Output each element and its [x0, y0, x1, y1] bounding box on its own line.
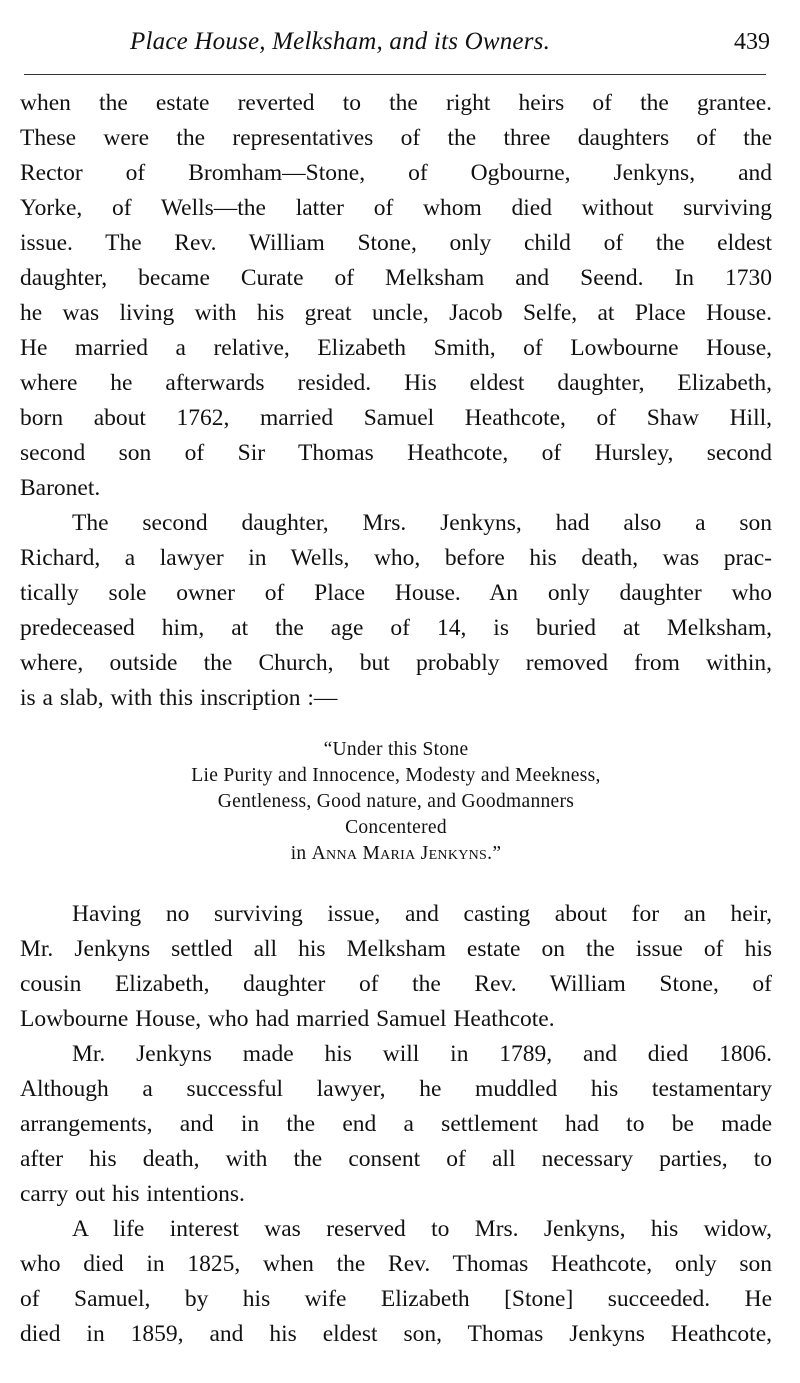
- text-line: where, outside the Church, but probably removed from within,: [20, 650, 772, 676]
- inscription-name: Anna Maria Jenkyns: [311, 843, 488, 864]
- inscription-line: Lie Purity and Innocence, Modesty and Meekness,: [191, 765, 601, 786]
- paragraph: [20, 897, 772, 1037]
- paragraph: [20, 86, 772, 506]
- text-line: Rector of Bromham—Stone, of Ogbourne, Jenkyns, and: [20, 160, 772, 186]
- text-line: he was living with his great uncle, Jacob Selfe, at Place House.: [20, 300, 772, 326]
- inscription-line: Concentered: [345, 817, 447, 838]
- header-rule: [24, 74, 766, 75]
- running-title: Place House, Melksham, and its Owners.: [130, 28, 551, 55]
- text-line: tically sole owner of Place House. An only daughter who: [20, 580, 772, 606]
- text-line: who died in 1825, when the Rev. Thomas Heathcote, only son: [20, 1251, 772, 1277]
- text-line: is a slab, with this inscription :—: [20, 685, 338, 711]
- inscription: [20, 737, 772, 867]
- text-line: Yorke, of Wells—the latter of whom died without surviving: [20, 195, 772, 221]
- inscription-line: [20, 841, 772, 867]
- text-line: Lowbourne House, who had married Samuel Heathcote.: [20, 1006, 555, 1032]
- text-line: He married a relative, Elizabeth Smith, of Lowbourne House,: [20, 335, 772, 361]
- text-line: after his death, with the consent of all necessary parties, to: [20, 1146, 772, 1172]
- paragraph: [20, 1212, 772, 1352]
- paragraph: [20, 506, 772, 716]
- text-line: issue. The Rev. William Stone, only child of the eldest: [20, 230, 772, 256]
- text-line: cousin Elizabeth, daughter of the Rev. William Stone, of: [20, 971, 772, 997]
- text-line: arrangements, and in the end a settlement had to be made: [20, 1111, 772, 1137]
- text-line: Although a successful lawyer, he muddled his testamentary: [20, 1076, 772, 1102]
- text-line: second son of Sir Thomas Heathcote, of Hursley, second: [20, 440, 772, 466]
- paragraph: [20, 1037, 772, 1212]
- page-body: [20, 86, 772, 1352]
- text-line: Mr. Jenkyns settled all his Melksham estate on the issue of his: [20, 936, 772, 962]
- inscription-suffix: .”: [487, 843, 502, 864]
- text-line: A life interest was reserved to Mrs. Jenkyns, his widow,: [72, 1216, 772, 1242]
- inscription-line: “Under this Stone: [323, 739, 469, 760]
- text-line: The second daughter, Mrs. Jenkyns, had also a son: [72, 510, 772, 536]
- paragraphs-after-inscription: [20, 897, 772, 1352]
- text-line: when the estate reverted to the right heirs of the grantee.: [20, 90, 772, 116]
- text-line: died in 1859, and his eldest son, Thomas Jenkyns Heathcote,: [20, 1321, 772, 1347]
- page-number: 439: [734, 29, 770, 55]
- text-line: predeceased him, at the age of 14, is buried at Melksham,: [20, 615, 772, 641]
- text-line: Richard, a lawyer in Wells, who, before his death, was prac-: [20, 545, 772, 571]
- paragraphs-before-inscription: [20, 86, 772, 716]
- text-line: Having no surviving issue, and casting about for an heir,: [72, 901, 772, 927]
- text-line: daughter, became Curate of Melksham and Seend. In 1730: [20, 265, 772, 291]
- text-line: Baronet.: [20, 475, 101, 501]
- text-line: Mr. Jenkyns made his will in 1789, and died 1806.: [72, 1041, 772, 1067]
- text-line: of Samuel, by his wife Elizabeth [Stone] succeeded. He: [20, 1286, 772, 1312]
- inscription-prefix: in: [290, 843, 312, 864]
- text-line: born about 1762, married Samuel Heathcote, of Shaw Hill,: [20, 405, 772, 431]
- text-line: where he afterwards resided. His eldest daughter, Elizabeth,: [20, 370, 772, 396]
- text-line: carry out his intentions.: [20, 1181, 245, 1207]
- running-header: [0, 22, 800, 62]
- inscription-line: Gentleness, Good nature, and Goodmanners: [217, 791, 575, 812]
- text-line: These were the representatives of the three daughters of the: [20, 125, 772, 151]
